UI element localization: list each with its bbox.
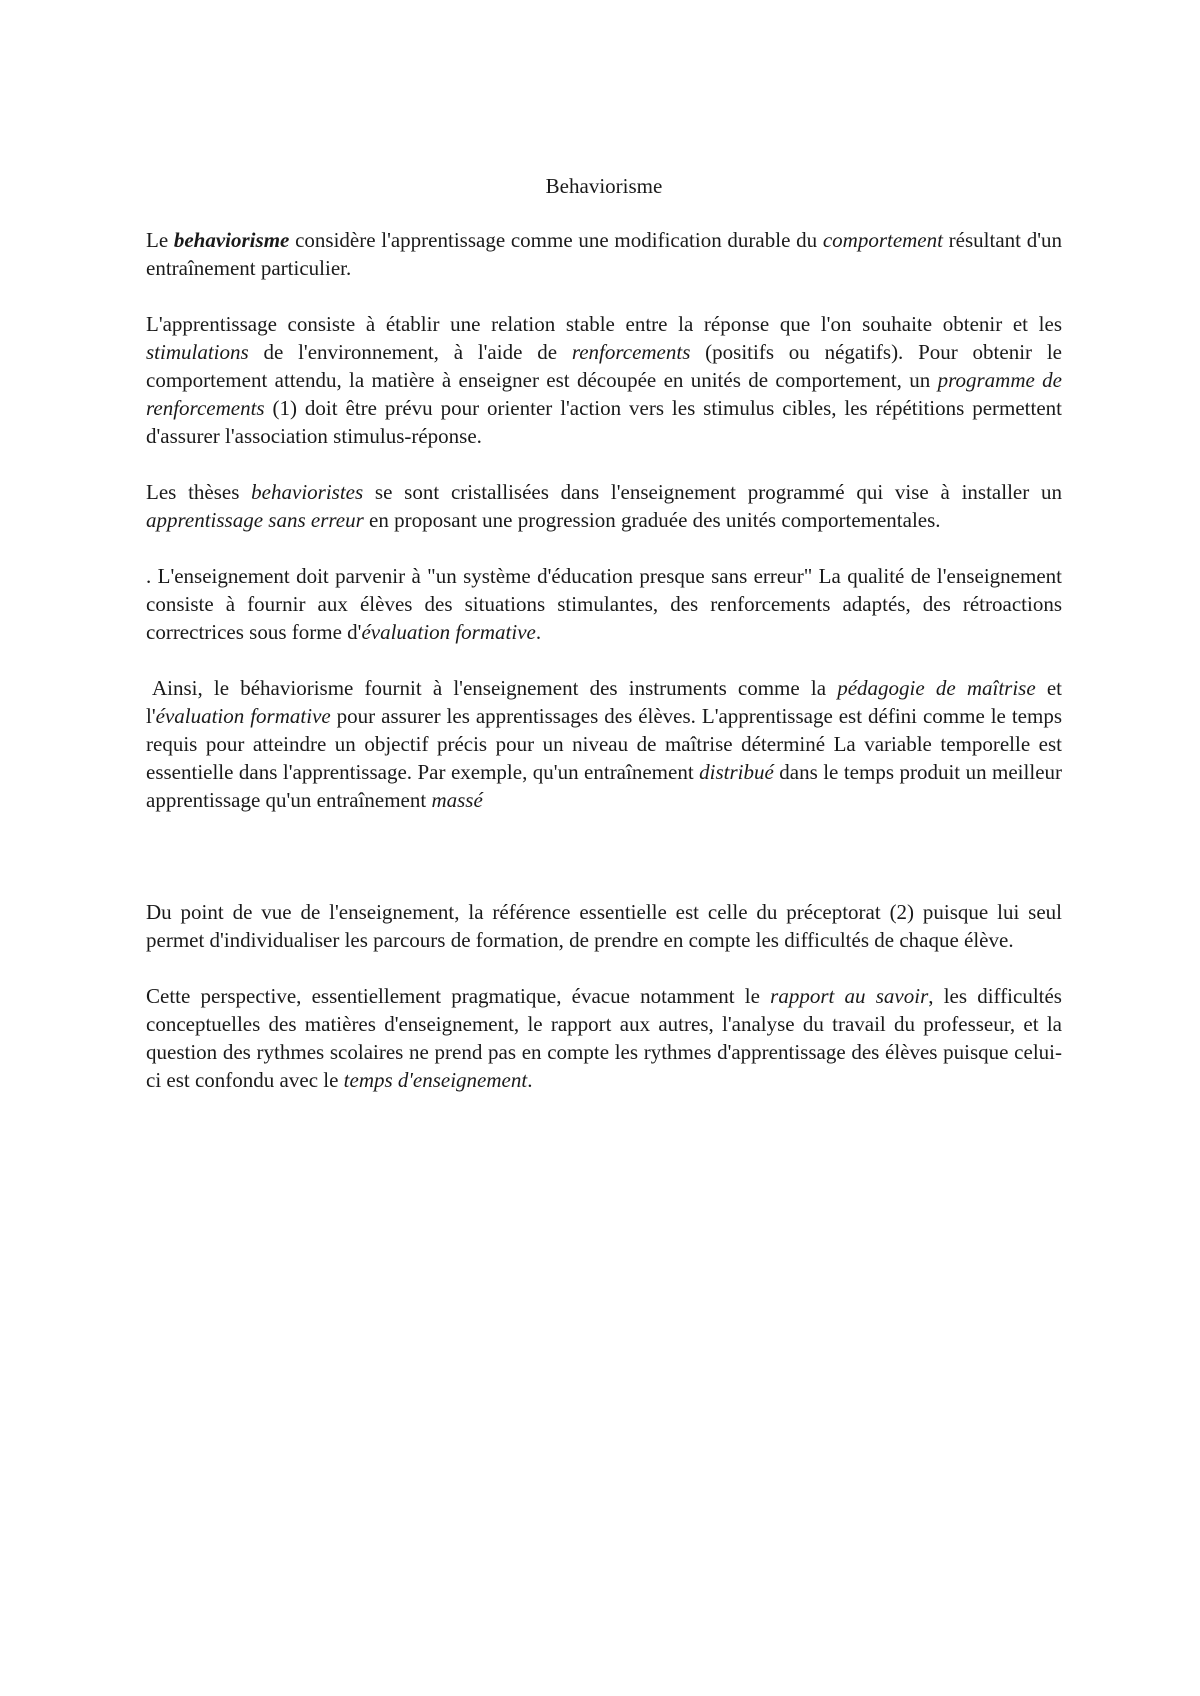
text-run: . xyxy=(535,620,542,644)
term-temps-d-enseignement: temps d'enseignement xyxy=(343,1068,528,1092)
paragraph-ainsi xyxy=(146,674,1062,814)
text-run: considère l'apprentissage comme une modification durable du xyxy=(289,228,823,252)
document-title: Behaviorisme xyxy=(545,174,663,198)
text-run: Du point de vue de l'enseignement, la référence essentielle est celle du préceptorat (2) puisque lui seul permet d'individualiser les parcours de formation, de prendre en compte les difficultés de chaque élève. xyxy=(146,900,1062,952)
text-run: de l'environnement, à l'aide de xyxy=(248,340,572,364)
term-distribue: distribué xyxy=(699,760,774,784)
text-run: . xyxy=(527,1068,533,1092)
text-run: Les thèses xyxy=(146,480,252,504)
term-masse: massé xyxy=(431,788,483,812)
text-run: (positifs ou négatifs). Pour obtenir le comportement attendu, la matière à enseigner est découpée en unités de comportement, un xyxy=(146,340,1062,392)
text-run: et l' xyxy=(146,676,1062,728)
paragraph-perspective xyxy=(146,982,1062,1094)
text-run: se sont cristallisées dans l'enseignement programmé qui vise à installer un xyxy=(363,480,1062,504)
term-behaviorisme: behaviorisme xyxy=(173,228,290,252)
text-run: , les difficultés conceptuelles des matières d'enseignement, le rapport aux autres, l'analyse du travail du professeur, et la question des rythmes scolaires ne prend pas en compte les rythmes d'apprentissage des élèves puisque celui-ci est confondu avec le xyxy=(146,984,1062,1092)
paragraph-apprentissage xyxy=(146,310,1062,450)
term-comportement: comportement xyxy=(822,228,943,252)
term-evaluation-formative: évaluation formative xyxy=(361,620,536,644)
term-apprentissage-sans-erreur: apprentissage sans erreur xyxy=(146,508,364,532)
text-run: (1) doit être prévu pour orienter l'action vers les stimulus cibles, les répétitions permettent d'assurer l'association stimulus-réponse. xyxy=(146,396,1062,448)
paragraph-preceptorat xyxy=(146,898,1062,954)
term-stimulations: stimulations xyxy=(146,340,249,364)
term-rapport-au-savoir: rapport au savoir xyxy=(770,984,929,1008)
term-programme-de-renforcements: programme de renforcements xyxy=(146,368,1062,420)
paragraph-definition xyxy=(146,226,1062,282)
text-run: en proposant une progression graduée des unités comportementales. xyxy=(363,508,941,532)
text-run: Le xyxy=(146,228,174,252)
text-run: Cette perspective, essentiellement pragmatique, évacue notamment le xyxy=(146,984,771,1008)
text-run: Ainsi, le béhaviorisme fournit à l'enseignement des instruments comme la xyxy=(152,676,838,700)
document-body xyxy=(146,172,1062,1122)
term-behavioristes: behavioristes xyxy=(251,480,364,504)
text-run: pour assurer les apprentissages des élèves. L'apprentissage est défini comme le temps requis pour atteindre un objectif précis pour un niveau de maîtrise déterminé La variable temporelle est essentielle dans l'apprentissage. Par exemple, qu'un entraînement xyxy=(146,704,1062,784)
text-run: dans le temps produit un meilleur apprentissage qu'un entraînement xyxy=(146,760,1063,812)
text-run: L'apprentissage consiste à établir une relation stable entre la réponse que l'on souhaite obtenir et les xyxy=(146,312,1062,336)
term-evaluation-formative: évaluation formative xyxy=(155,704,331,728)
term-renforcements: renforcements xyxy=(571,340,691,364)
paragraph-theses xyxy=(146,478,1062,534)
text-run: résultant d'un entraînement particulier. xyxy=(146,228,1062,280)
term-pedagogie-de-maitrise: pédagogie de maîtrise xyxy=(837,676,1036,700)
text-run: . L'enseignement doit parvenir à "un système d'éducation presque sans erreur" La qualité de l'enseignement consiste à fournir aux élèves des situations stimulantes, des renforcements adaptés, des rétroactions correctrices sous forme d' xyxy=(146,564,1062,644)
paragraph-enseignement xyxy=(146,562,1062,646)
